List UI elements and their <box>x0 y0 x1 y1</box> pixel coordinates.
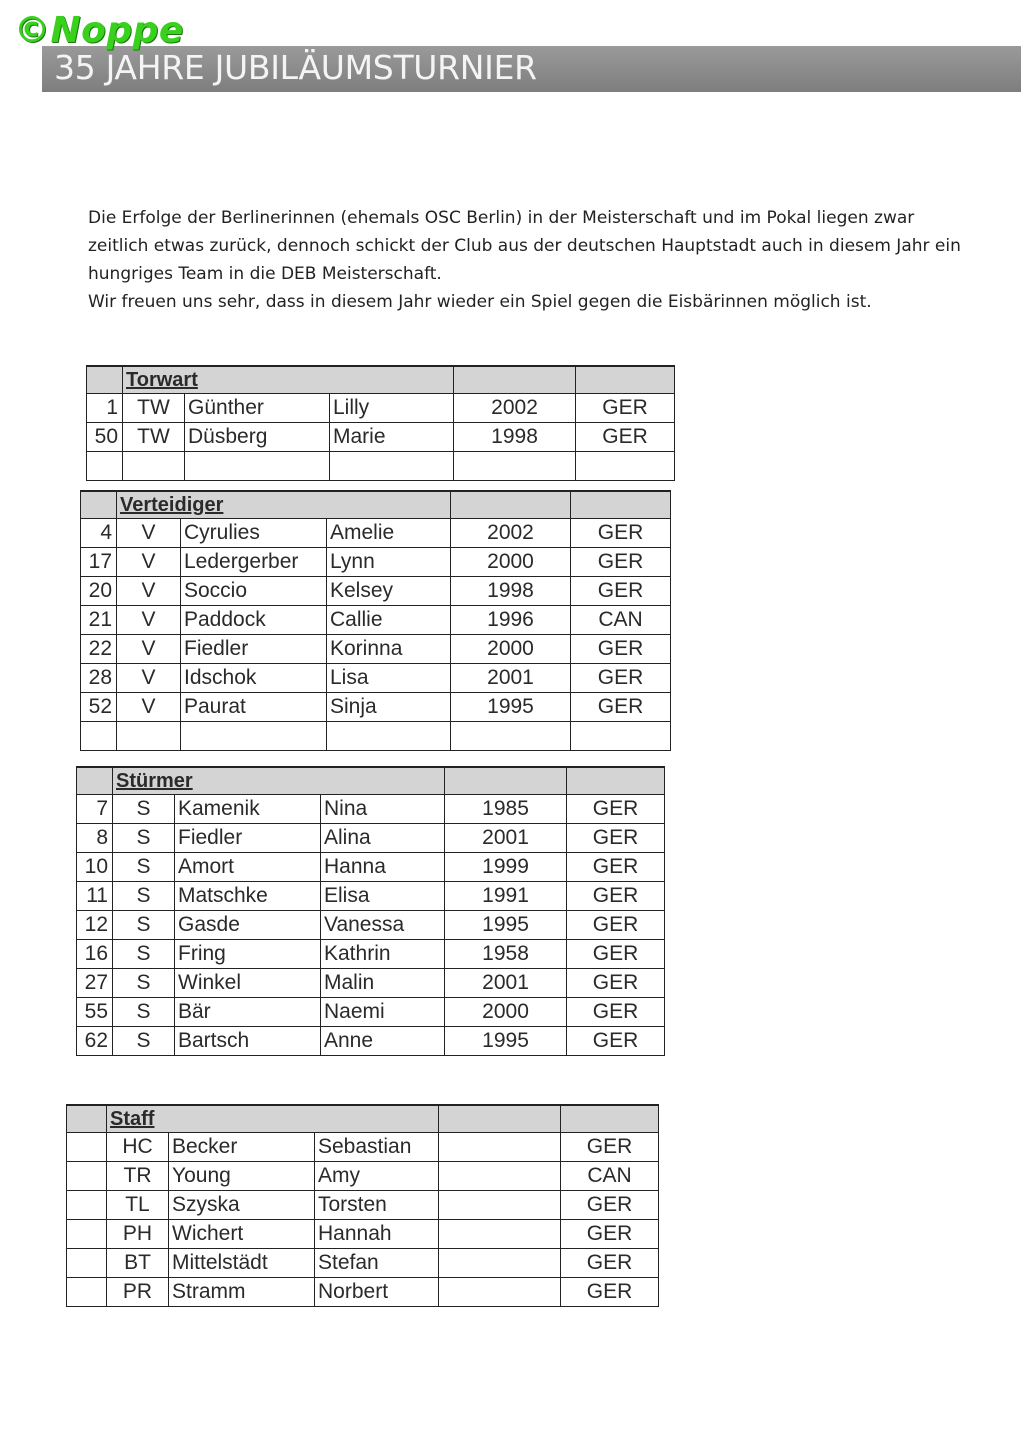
intro-text <box>88 204 978 316</box>
nationality-cell: GER <box>576 423 675 452</box>
first-name-cell: Alina <box>321 824 445 853</box>
birth-year-cell: 2002 <box>451 519 571 548</box>
table-row <box>81 606 671 635</box>
last-name-cell: Winkel <box>175 969 321 998</box>
last-name-cell: Bär <box>175 998 321 1027</box>
last-name-cell: Fring <box>175 940 321 969</box>
number-cell: 7 <box>77 795 113 824</box>
position-cell: TW <box>123 394 185 423</box>
last-name-cell: Stramm <box>169 1278 315 1307</box>
birth-year-cell: 1958 <box>445 940 567 969</box>
first-name-cell: Kelsey <box>327 577 451 606</box>
intro-paragraph-1: Die Erfolge der Berlinerinnen (ehemals OSC Berlin) in der Meisterschaft und im Pokal liegen zwar zeitlich etwas zurück, dennoch schickt der Club aus der deutschen Hauptstadt auch in diesem Jahr ein hungriges Team in die DEB Meisterschaft. <box>88 208 961 284</box>
nationality-cell: GER <box>567 940 665 969</box>
last-name-cell: Kamenik <box>175 795 321 824</box>
number-cell: 17 <box>81 548 117 577</box>
table-row <box>77 940 665 969</box>
birth-year-cell: 1998 <box>454 423 576 452</box>
birth-year-cell: 1998 <box>451 577 571 606</box>
header-cell <box>67 1105 107 1133</box>
nationality-cell: GER <box>571 577 671 606</box>
section-title-cell <box>107 1105 439 1133</box>
position-cell: S <box>113 940 175 969</box>
verteidiger-table <box>80 490 671 751</box>
number-cell <box>67 1133 107 1162</box>
section-header <box>67 1105 659 1133</box>
section-title: Staff <box>110 1107 155 1130</box>
position-cell: V <box>117 548 181 577</box>
staff-table <box>66 1104 659 1307</box>
header-cell <box>567 767 665 795</box>
birth-year-cell <box>454 452 576 481</box>
number-cell: 20 <box>81 577 117 606</box>
number-cell: 62 <box>77 1027 113 1056</box>
header-cell <box>445 767 567 795</box>
birth-year-cell: 2001 <box>445 824 567 853</box>
table-row <box>77 882 665 911</box>
header-cell <box>454 366 576 394</box>
table-row <box>77 998 665 1027</box>
nationality-cell: GER <box>561 1278 659 1307</box>
birth-year-cell: 2002 <box>454 394 576 423</box>
number-cell: 4 <box>81 519 117 548</box>
number-cell <box>81 722 117 751</box>
position-cell: V <box>117 635 181 664</box>
birth-year-cell <box>439 1220 561 1249</box>
last-name-cell: Matschke <box>175 882 321 911</box>
number-cell: 1 <box>87 394 123 423</box>
section-header <box>77 767 665 795</box>
table-row <box>81 577 671 606</box>
position-cell: HC <box>107 1133 169 1162</box>
table-row <box>81 548 671 577</box>
position-cell: V <box>117 664 181 693</box>
nationality-cell: GER <box>567 795 665 824</box>
number-cell <box>67 1162 107 1191</box>
birth-year-cell: 2000 <box>451 548 571 577</box>
table-row <box>67 1249 659 1278</box>
first-name-cell: Hanna <box>321 853 445 882</box>
first-name-cell: Kathrin <box>321 940 445 969</box>
number-cell: 55 <box>77 998 113 1027</box>
section-title: Stürmer <box>116 769 193 792</box>
birth-year-cell: 1996 <box>451 606 571 635</box>
last-name-cell: Günther <box>185 394 330 423</box>
position-cell: TR <box>107 1162 169 1191</box>
first-name-cell: Anne <box>321 1027 445 1056</box>
position-cell: V <box>117 606 181 635</box>
position-cell: S <box>113 998 175 1027</box>
table-row <box>77 1027 665 1056</box>
first-name-cell: Lilly <box>330 394 454 423</box>
watermark: ©Noppe <box>14 10 184 51</box>
first-name-cell: Stefan <box>315 1249 439 1278</box>
nationality-cell: GER <box>567 824 665 853</box>
last-name-cell: Amort <box>175 853 321 882</box>
nationality-cell: GER <box>571 635 671 664</box>
birth-year-cell <box>439 1249 561 1278</box>
last-name-cell: Fiedler <box>181 635 327 664</box>
nationality-cell: GER <box>567 911 665 940</box>
nationality-cell: GER <box>571 519 671 548</box>
section-header <box>81 491 671 519</box>
header-cell <box>81 491 117 519</box>
table-row <box>77 853 665 882</box>
nationality-cell: GER <box>561 1249 659 1278</box>
number-cell <box>87 452 123 481</box>
last-name-cell: Bartsch <box>175 1027 321 1056</box>
position-cell: S <box>113 969 175 998</box>
birth-year-cell <box>439 1191 561 1220</box>
number-cell: 27 <box>77 969 113 998</box>
nationality-cell: GER <box>567 853 665 882</box>
table-row <box>81 635 671 664</box>
table-row <box>77 795 665 824</box>
last-name-cell: Düsberg <box>185 423 330 452</box>
table-row <box>67 1162 659 1191</box>
number-cell: 22 <box>81 635 117 664</box>
table-row <box>81 664 671 693</box>
section-title: Verteidiger <box>120 493 224 516</box>
first-name-cell: Nina <box>321 795 445 824</box>
first-name-cell <box>327 722 451 751</box>
birth-year-cell <box>439 1133 561 1162</box>
header-cell <box>571 491 671 519</box>
position-cell: TW <box>123 423 185 452</box>
first-name-cell <box>330 452 454 481</box>
last-name-cell: Gasde <box>175 911 321 940</box>
header-cell <box>576 366 675 394</box>
birth-year-cell: 1995 <box>445 1027 567 1056</box>
number-cell: 21 <box>81 606 117 635</box>
first-name-cell: Naemi <box>321 998 445 1027</box>
number-cell <box>67 1191 107 1220</box>
last-name-cell: Cyrulies <box>181 519 327 548</box>
last-name-cell: Fiedler <box>175 824 321 853</box>
table-row <box>77 969 665 998</box>
position-cell: S <box>113 853 175 882</box>
last-name-cell: Szyska <box>169 1191 315 1220</box>
position-cell: TL <box>107 1191 169 1220</box>
birth-year-cell: 2001 <box>451 664 571 693</box>
last-name-cell <box>185 452 330 481</box>
last-name-cell: Becker <box>169 1133 315 1162</box>
first-name-cell: Amelie <box>327 519 451 548</box>
number-cell <box>67 1220 107 1249</box>
nationality-cell: GER <box>576 394 675 423</box>
position-cell: V <box>117 519 181 548</box>
page-title: 35 JAHRE JUBILÄUMSTURNIER <box>54 48 537 87</box>
nationality-cell <box>576 452 675 481</box>
last-name-cell: Paddock <box>181 606 327 635</box>
table-row <box>87 452 675 481</box>
position-cell: V <box>117 577 181 606</box>
position-cell <box>117 722 181 751</box>
number-cell: 8 <box>77 824 113 853</box>
first-name-cell: Hannah <box>315 1220 439 1249</box>
header-cell <box>439 1105 561 1133</box>
nationality-cell <box>571 722 671 751</box>
nationality-cell: GER <box>567 969 665 998</box>
number-cell: 50 <box>87 423 123 452</box>
first-name-cell: Malin <box>321 969 445 998</box>
torwart-table <box>86 365 675 481</box>
birth-year-cell: 2001 <box>445 969 567 998</box>
first-name-cell: Amy <box>315 1162 439 1191</box>
first-name-cell: Sinja <box>327 693 451 722</box>
nationality-cell: CAN <box>571 606 671 635</box>
table-row <box>67 1278 659 1307</box>
position-cell: S <box>113 1027 175 1056</box>
table-row <box>81 693 671 722</box>
header-cell <box>451 491 571 519</box>
table-row <box>77 824 665 853</box>
header-cell <box>87 366 123 394</box>
table-row <box>87 423 675 452</box>
position-cell: S <box>113 824 175 853</box>
birth-year-cell <box>439 1162 561 1191</box>
section-header <box>87 366 675 394</box>
first-name-cell: Torsten <box>315 1191 439 1220</box>
header-cell <box>77 767 113 795</box>
birth-year-cell: 1995 <box>445 911 567 940</box>
section-title: Torwart <box>126 368 198 391</box>
nationality-cell: GER <box>571 548 671 577</box>
table-row <box>81 722 671 751</box>
number-cell <box>67 1249 107 1278</box>
first-name-cell: Marie <box>330 423 454 452</box>
number-cell: 28 <box>81 664 117 693</box>
position-cell: S <box>113 882 175 911</box>
nationality-cell: GER <box>567 1027 665 1056</box>
number-cell: 16 <box>77 940 113 969</box>
birth-year-cell: 1995 <box>451 693 571 722</box>
number-cell <box>67 1278 107 1307</box>
birth-year-cell: 2000 <box>451 635 571 664</box>
first-name-cell: Callie <box>327 606 451 635</box>
table-row <box>81 519 671 548</box>
last-name-cell: Ledergerber <box>181 548 327 577</box>
first-name-cell: Lisa <box>327 664 451 693</box>
first-name-cell: Norbert <box>315 1278 439 1307</box>
nationality-cell: GER <box>571 664 671 693</box>
birth-year-cell <box>439 1278 561 1307</box>
nationality-cell: CAN <box>561 1162 659 1191</box>
first-name-cell: Sebastian <box>315 1133 439 1162</box>
table-row <box>67 1220 659 1249</box>
table-row <box>67 1133 659 1162</box>
section-title-cell <box>117 491 451 519</box>
first-name-cell: Vanessa <box>321 911 445 940</box>
last-name-cell: Idschok <box>181 664 327 693</box>
stuermer-table <box>76 766 665 1056</box>
last-name-cell: Mittelstädt <box>169 1249 315 1278</box>
birth-year-cell <box>451 722 571 751</box>
position-cell: PR <box>107 1278 169 1307</box>
last-name-cell: Soccio <box>181 577 327 606</box>
table-row <box>67 1191 659 1220</box>
last-name-cell: Young <box>169 1162 315 1191</box>
position-cell: BT <box>107 1249 169 1278</box>
position-cell: S <box>113 911 175 940</box>
last-name-cell: Paurat <box>181 693 327 722</box>
number-cell: 11 <box>77 882 113 911</box>
position-cell: PH <box>107 1220 169 1249</box>
birth-year-cell: 1991 <box>445 882 567 911</box>
birth-year-cell: 2000 <box>445 998 567 1027</box>
number-cell: 12 <box>77 911 113 940</box>
last-name-cell: Wichert <box>169 1220 315 1249</box>
table-row <box>87 394 675 423</box>
first-name-cell: Elisa <box>321 882 445 911</box>
nationality-cell: GER <box>561 1191 659 1220</box>
last-name-cell <box>181 722 327 751</box>
birth-year-cell: 1999 <box>445 853 567 882</box>
section-title-cell <box>123 366 454 394</box>
nationality-cell: GER <box>567 998 665 1027</box>
table-row <box>77 911 665 940</box>
nationality-cell: GER <box>561 1220 659 1249</box>
intro-paragraph-2: Wir freuen uns sehr, dass in diesem Jahr wieder ein Spiel gegen die Eisbärinnen möglich ist. <box>88 292 872 312</box>
first-name-cell: Lynn <box>327 548 451 577</box>
section-title-cell <box>113 767 445 795</box>
nationality-cell: GER <box>567 882 665 911</box>
position-cell <box>123 452 185 481</box>
number-cell: 52 <box>81 693 117 722</box>
nationality-cell: GER <box>561 1133 659 1162</box>
first-name-cell: Korinna <box>327 635 451 664</box>
number-cell: 10 <box>77 853 113 882</box>
header-cell <box>561 1105 659 1133</box>
birth-year-cell: 1985 <box>445 795 567 824</box>
nationality-cell: GER <box>571 693 671 722</box>
position-cell: V <box>117 693 181 722</box>
position-cell: S <box>113 795 175 824</box>
